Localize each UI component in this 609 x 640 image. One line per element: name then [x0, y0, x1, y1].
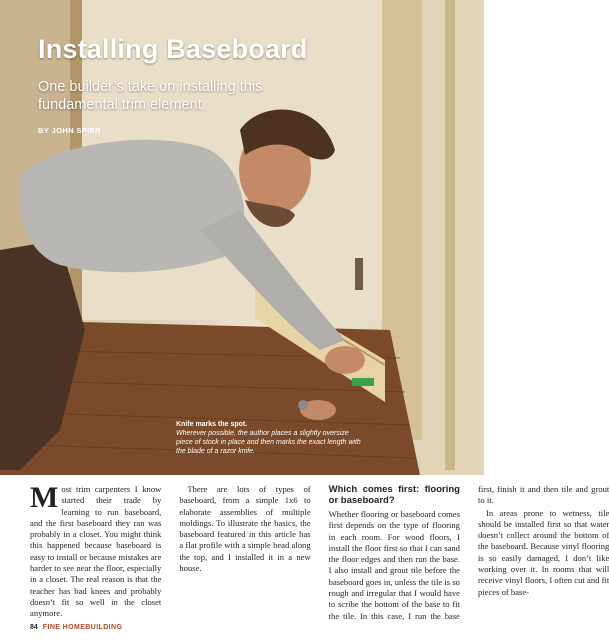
article-byline: BY JOHN SPIER: [38, 126, 101, 135]
publication-name: FINE HOMEBUILDING: [42, 624, 123, 631]
razor-knife: [352, 378, 374, 386]
right-jamb: [445, 0, 455, 470]
paragraph-text: ost trim carpenters I know started their trade by learning to run baseboard, and the first baseboard they ran was probably in a closet. You might think this happened because baseboard is easy to install or because mistakes are harder to see near the floor, especially in a closet. The real reason is that the teacher has bad knees and probably doesn’t fit so well in the closet anymore.: [30, 484, 162, 619]
body-paragraph: There are lots of types of baseboard, from a simple 1x6 to elaborate assemblies of multiple moldings. To illustrate the basics, the baseboard featured in this article has a flat profile with a simple bead along the top, and I installed it in a new house.: [179, 484, 311, 574]
article-body: [30, 481, 609, 624]
body-paragraph: In areas prone to wetness, tile should be installed first so that water doesn’t collect around the bottom of the baseboard. Because vinyl flooring is so easily damaged, I don’t like working over it. In rooms that will receive vinyl floors, I often cut and fit pieces of base-: [477, 507, 609, 597]
article-title: Installing Baseboard: [38, 34, 308, 64]
page-footer: [30, 624, 122, 631]
caption-body: Wherever possible, the author places a slightly oversize piece of stock in place and then marks the exact length with the blade of a razor knife.: [176, 430, 361, 455]
article-subtitle: One builder’s take on installing this fundamental trim element: [38, 79, 263, 113]
page-number: 84: [30, 624, 38, 631]
drop-cap: M: [30, 481, 59, 514]
worker-shirt: [19, 140, 244, 272]
outlet: [355, 258, 363, 290]
caption-title: Knife marks the spot.: [176, 421, 248, 428]
section-heading: Which comes first: flooring or baseboard?: [328, 484, 460, 506]
watch: [298, 400, 308, 410]
photo-caption: [176, 420, 366, 456]
body-paragraph: Whether flooring or baseboard comes first depends on the type of flooring in each room. For wood floors, I install the floor first so that I can sand the floor edges and then run the base. I also install and grout tile before the baseboard goes in, unless the tile is so rough and irregular that I would have to scribe the bottom of the base to fit the tile. In this case, I run the base first, finish it and then tile and grout to it.: [328, 484, 609, 621]
body-paragraph: [30, 481, 162, 620]
worker-hand: [325, 346, 365, 374]
